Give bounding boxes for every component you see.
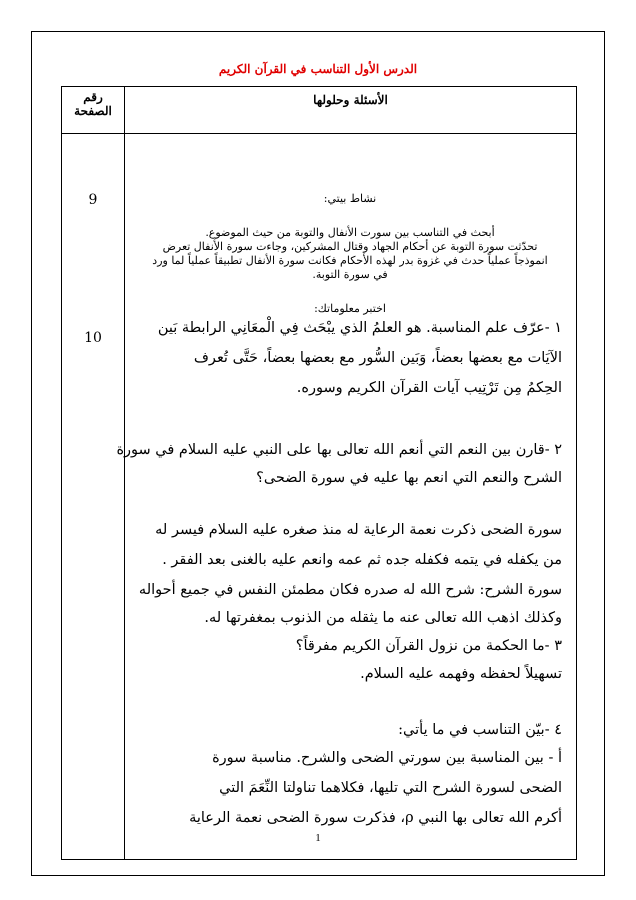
activity-line: أبحث في التناسب بين سورت الأنفال والتوبة من حيث الموضوع. [205,226,495,239]
answer-2-line: سورة الضحى ذكرت نعمة الرعاية له منذ صغره عليه السلام فيسر له [155,522,562,538]
answer-2-line: سورة الشرح: شرح الله له صدره فكان مطمئن النفس في جميع أحواله [138,582,562,598]
answer-3: تسهيلاً لحفظه وفهمه عليه السلام. [360,666,562,682]
answer-2-line: وكذلك اذهب الله تعالى عنه ما يثقله من الذنوب بمغفرتها له. [204,610,562,626]
activity-line: في سورة التوبة. [312,268,388,281]
question-2-line: ٢ -قارن بين النعم التي أنعم الله تعالى بها على النبي عليه السلام في سورة [116,442,562,458]
lesson-title: الدرس الأول التناسب في القرآن الكريم [218,62,418,76]
activity-line: تحدّثت سورة التوبة عن أحكام الجهاد وقتال المشركين، وجاءت سورة الأنفال تعرض [162,240,538,253]
questions-content [116,134,576,859]
answer-4-line: أكرم الله تعالى بها النبي ρ، فذكرت سورة الضحى نعمة الرعاية [189,810,562,826]
question-4: ٤ -بيّن التناسب في ما يأتي: [398,722,562,738]
question-3: ٣ -ما الحكمة من نزول القرآن الكريم مفرقاً؟ [295,638,562,654]
activity-line: انموذجاً عملياً حدث في غزوة بدر لهذه الأحكام فكانت سورة الأنفال تطبيقاً عملياً لما ورد [152,254,548,267]
answer-2-line: من يكفله في يتمه فكفله جده ثم عمه وانعم عليه بالغنى بعد الفقر . [162,552,562,568]
page-number: 9 [88,192,98,208]
page-number-header [62,87,125,134]
question-2-line: الشرح والنعم التي انعم بها عليه في سورة الضحى؟ [256,470,562,486]
question-1-line: الحِكمُ مِن تَرْتِيب آيات القرآن الكريم وسوره. [296,380,562,396]
lesson-table [61,86,577,860]
question-1-line: الآيَات مع بعضها بعضاً، وَبَين السُّور مع بعضها بعضاً، حَتَّى تُعرف [193,350,562,366]
page-header-line2: الصفحة [74,104,112,118]
answer-4-line: أ - بين المناسبة بين سورتي الضحى والشرح. مناسبة سورة [212,750,562,766]
answer-4-line: الضحى لسورة الشرح التي تليها، فكلاهما تناولتا النِّعَمَ التي [219,780,562,796]
question-1-line: ١ -عرّف علم المناسبة. هو العلمُ الذي يبْحَث فِي الْمعَانِي الرابطة بَين [157,320,562,336]
footer-page-number: 1 [315,832,321,844]
page-numbers-cell [62,134,125,860]
questions-header: الأسئلة وحلولها [125,87,577,134]
activity-heading: نشاط بيتي: [323,192,377,205]
questions-cell [116,134,577,860]
page-header-line1: رقم [83,90,103,104]
test-heading: اختبر معلوماتك: [314,302,386,315]
page-number: 10 [84,330,102,346]
